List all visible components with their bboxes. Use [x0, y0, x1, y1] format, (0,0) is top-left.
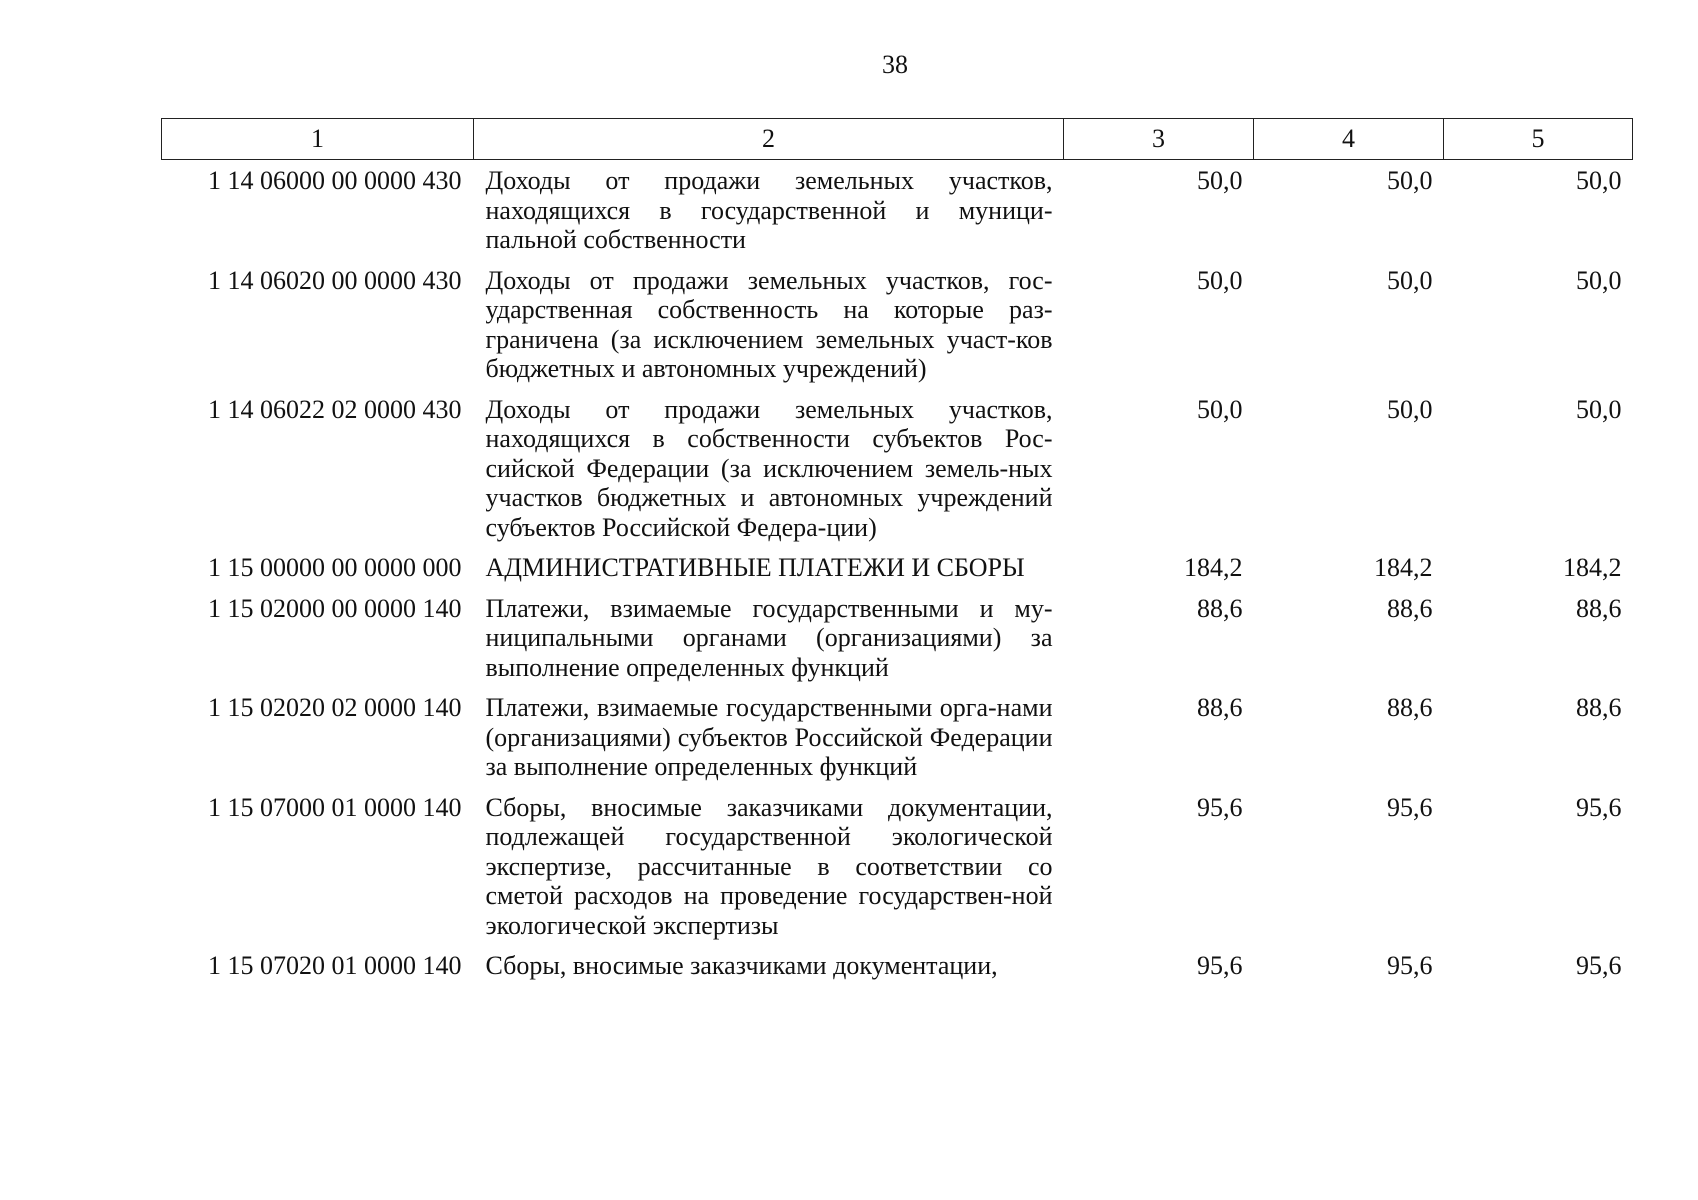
- row-name: Платежи, взимаемые государственными и му-ниципальными органами (организациями) за выполнение определенных функций: [485, 593, 1053, 682]
- row-value-col3: 50,0: [1197, 166, 1243, 195]
- row-value-col4: 88,6: [1387, 593, 1433, 623]
- row-name: Доходы от продажи земельных участков, находящихся в государственной и муници-пальной собственности: [485, 166, 1053, 254]
- row-value-col4: 50,0: [1387, 265, 1433, 295]
- row-value-col3: 95,6: [1197, 951, 1243, 980]
- row-code: 1 15 07020 01 0000 140: [208, 951, 462, 980]
- row-code: 1 14 06020 00 0000 430: [208, 265, 462, 295]
- row-value-col4: 88,6: [1387, 693, 1433, 722]
- header-col-2: 2: [474, 119, 1064, 160]
- row-value-col3: 88,6: [1197, 693, 1243, 722]
- row-value-col5: 50,0: [1576, 394, 1622, 424]
- row-value-col5: 50,0: [1576, 265, 1622, 295]
- budget-table: [161, 118, 1633, 992]
- row-value-col3: 95,6: [1197, 792, 1243, 822]
- row-value-col5: 88,6: [1576, 693, 1622, 722]
- table-row: [162, 793, 1633, 952]
- row-value-col3: 184,2: [1184, 553, 1243, 582]
- page-number: 38: [882, 50, 908, 79]
- row-value-col3: 50,0: [1197, 265, 1243, 295]
- table-row: [162, 395, 1633, 554]
- row-value-col5: 184,2: [1563, 553, 1622, 582]
- row-value-col4: 95,6: [1387, 951, 1433, 980]
- row-code: 1 15 02020 02 0000 140: [208, 693, 462, 722]
- row-code: 1 15 00000 00 0000 000: [208, 553, 462, 582]
- row-code: 1 15 02000 00 0000 140: [208, 593, 462, 623]
- row-value-col3: 88,6: [1197, 593, 1243, 623]
- row-name: Доходы от продажи земельных участков, находящихся в собственности субъектов Рос-сийской Федерации (за исключением земель-ных участков бюджетных и автономных учреждений субъектов Российской Федера-ции): [485, 394, 1053, 542]
- table-row: [162, 951, 1633, 992]
- table-body: [162, 160, 1633, 992]
- row-value-col3: 50,0: [1197, 394, 1243, 424]
- row-name: АДМИНИСТРАТИВНЫЕ ПЛАТЕЖИ И СБОРЫ: [485, 553, 1025, 582]
- table-row: [162, 553, 1633, 594]
- header-col-3: 3: [1064, 119, 1254, 160]
- row-name: Платежи, взимаемые государственными орга-нами (организациями) субъектов Российской Федерации за выполнение определенных функций: [485, 693, 1053, 781]
- row-name: Сборы, вносимые заказчиками документации, подлежащей государственной экологической экспертизе, рассчитанные в соответствии со сметой расходов на проведение государствен-ной экологической экспертизы: [485, 792, 1053, 940]
- row-value-col5: 50,0: [1576, 166, 1622, 195]
- header-col-1: 1: [162, 119, 474, 160]
- row-code: 1 14 06000 00 0000 430: [208, 166, 462, 195]
- table-row: [162, 160, 1633, 266]
- table-row: [162, 693, 1633, 793]
- row-name: Сборы, вносимые заказчиками документации,: [485, 951, 998, 980]
- table-header: [162, 119, 1633, 160]
- row-value-col5: 95,6: [1576, 951, 1622, 980]
- row-value-col5: 88,6: [1576, 593, 1622, 623]
- header-row: [162, 119, 1633, 160]
- header-col-5: 5: [1444, 119, 1633, 160]
- row-value-col4: 184,2: [1374, 553, 1433, 582]
- row-code: 1 15 07000 01 0000 140: [208, 792, 462, 822]
- row-code: 1 14 06022 02 0000 430: [208, 394, 462, 424]
- row-value-col5: 95,6: [1576, 792, 1622, 822]
- row-value-col4: 50,0: [1387, 166, 1433, 195]
- row-value-col4: 50,0: [1387, 394, 1433, 424]
- header-col-4: 4: [1254, 119, 1444, 160]
- table-row: [162, 266, 1633, 395]
- budget-table-container: [161, 118, 1632, 992]
- row-value-col4: 95,6: [1387, 792, 1433, 822]
- table-row: [162, 594, 1633, 694]
- row-name: Доходы от продажи земельных участков, гос-ударственная собственность на которые раз-граничена (за исключением земельных участ-ков бюджетных и автономных учреждений): [485, 265, 1053, 383]
